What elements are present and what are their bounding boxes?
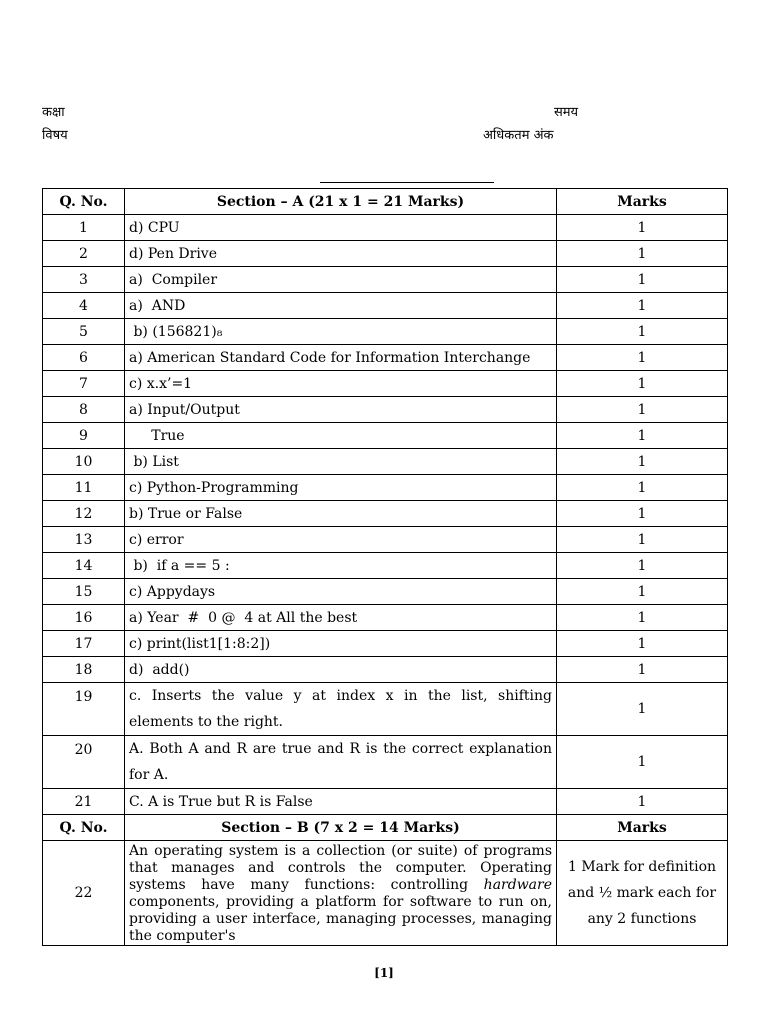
marks-value: 1 <box>557 215 728 241</box>
table-row <box>43 631 728 657</box>
answer-text: c) Python-Programming <box>125 475 557 501</box>
marks-note: 1 Mark for definition and ½ mark each for any 2 functions <box>557 841 728 946</box>
qno-header: Q. No. <box>43 815 125 841</box>
table-row <box>43 683 728 736</box>
table-row <box>43 267 728 293</box>
question-number: 17 <box>43 631 125 657</box>
marks-value: 1 <box>557 345 728 371</box>
question-number: 5 <box>43 319 125 345</box>
answer-text: a) Compiler <box>125 267 557 293</box>
table-row <box>43 553 728 579</box>
answer-text: a) American Standard Code for Information Interchange <box>125 345 557 371</box>
marks-value: 1 <box>557 789 728 815</box>
marks-value: 1 <box>557 423 728 449</box>
page-number: [1] <box>374 966 394 980</box>
table-row <box>43 397 728 423</box>
table-row <box>43 736 728 789</box>
table-row <box>43 841 728 946</box>
answer-text: d) CPU <box>125 215 557 241</box>
question-number: 13 <box>43 527 125 553</box>
table-row <box>43 293 728 319</box>
table-row <box>43 371 728 397</box>
marks-value: 1 <box>557 241 728 267</box>
time-label: समय <box>554 105 579 120</box>
answer-text-end: components, providing a platform for software to run on, providing a user interface, managing processes, managing the computer's <box>129 894 552 944</box>
table-row <box>43 605 728 631</box>
answer-text: c. Inserts the value y at index x in the list, shifting elements to the right. <box>125 683 557 736</box>
marks-header: Marks <box>557 815 728 841</box>
table-row <box>43 241 728 267</box>
table-row <box>43 657 728 683</box>
question-number: 22 <box>43 841 125 946</box>
table-row <box>43 579 728 605</box>
section-a-header: Section – A (21 x 1 = 21 Marks) <box>125 189 557 215</box>
answer-text-italic: hardware <box>483 877 552 893</box>
answer-text: b) List <box>125 449 557 475</box>
answer-text: c) error <box>125 527 557 553</box>
answer-text: b) True or False <box>125 501 557 527</box>
question-number: 14 <box>43 553 125 579</box>
question-number: 19 <box>43 683 125 736</box>
answer-text: c) x.x’=1 <box>125 371 557 397</box>
question-number: 6 <box>43 345 125 371</box>
answer-text: d) Pen Drive <box>125 241 557 267</box>
answer-text: c) Appydays <box>125 579 557 605</box>
max-marks-label: अधिकतम अंक <box>483 128 554 143</box>
table-row <box>43 345 728 371</box>
section-b-header-row <box>43 815 728 841</box>
marks-value: 1 <box>557 683 728 736</box>
question-number: 12 <box>43 501 125 527</box>
question-number: 16 <box>43 605 125 631</box>
marks-value: 1 <box>557 397 728 423</box>
answer-text: a) Input/Output <box>125 397 557 423</box>
question-number: 8 <box>43 397 125 423</box>
class-label: कक्षा <box>42 105 65 120</box>
question-number: 7 <box>43 371 125 397</box>
marks-value: 1 <box>557 475 728 501</box>
table-row <box>43 449 728 475</box>
section-b-header: Section – B (7 x 2 = 14 Marks) <box>125 815 557 841</box>
answer-text: b) (156821)₈ <box>125 319 557 345</box>
answer-text: C. A is True but R is False <box>125 789 557 815</box>
marks-value: 1 <box>557 293 728 319</box>
answer-text-start: An operating system is a collection (or suite) of programs that manages and controls the computer. Operating systems have many functions: controlling <box>129 843 552 893</box>
answer-text: A. Both A and R are true and R is the correct explanation for A. <box>125 736 557 789</box>
marks-value: 1 <box>557 631 728 657</box>
question-number: 11 <box>43 475 125 501</box>
section-a-header-row <box>43 189 728 215</box>
marks-value: 1 <box>557 605 728 631</box>
question-number: 1 <box>43 215 125 241</box>
marks-value: 1 <box>557 267 728 293</box>
answer-text: d) add() <box>125 657 557 683</box>
table-row <box>43 527 728 553</box>
question-number: 9 <box>43 423 125 449</box>
marks-value: 1 <box>557 553 728 579</box>
table-row <box>43 319 728 345</box>
question-number: 3 <box>43 267 125 293</box>
title-underline <box>320 182 494 183</box>
marks-value: 1 <box>557 657 728 683</box>
question-number: 15 <box>43 579 125 605</box>
subject-label: विषय <box>42 128 68 143</box>
marks-value: 1 <box>557 449 728 475</box>
answer-text: a) Year # 0 @ 4 at All the best <box>125 605 557 631</box>
answer-text: True <box>125 423 557 449</box>
answer-text: b) if a == 5 : <box>125 553 557 579</box>
question-number: 4 <box>43 293 125 319</box>
marks-header: Marks <box>557 189 728 215</box>
table-row <box>43 501 728 527</box>
marks-value: 1 <box>557 319 728 345</box>
answer-description <box>125 841 557 946</box>
marks-value: 1 <box>557 736 728 789</box>
answer-text: a) AND <box>125 293 557 319</box>
table-row <box>43 215 728 241</box>
marks-value: 1 <box>557 501 728 527</box>
question-number: 20 <box>43 736 125 789</box>
marks-value: 1 <box>557 579 728 605</box>
marks-value: 1 <box>557 527 728 553</box>
answer-key-table <box>42 188 728 946</box>
question-number: 21 <box>43 789 125 815</box>
marks-value: 1 <box>557 371 728 397</box>
answer-text: c) print(list1[1:8:2]) <box>125 631 557 657</box>
table-row <box>43 789 728 815</box>
table-row <box>43 475 728 501</box>
question-number: 18 <box>43 657 125 683</box>
table-row <box>43 423 728 449</box>
question-number: 2 <box>43 241 125 267</box>
question-number: 10 <box>43 449 125 475</box>
section-a-body <box>43 215 728 946</box>
qno-header: Q. No. <box>43 189 125 215</box>
